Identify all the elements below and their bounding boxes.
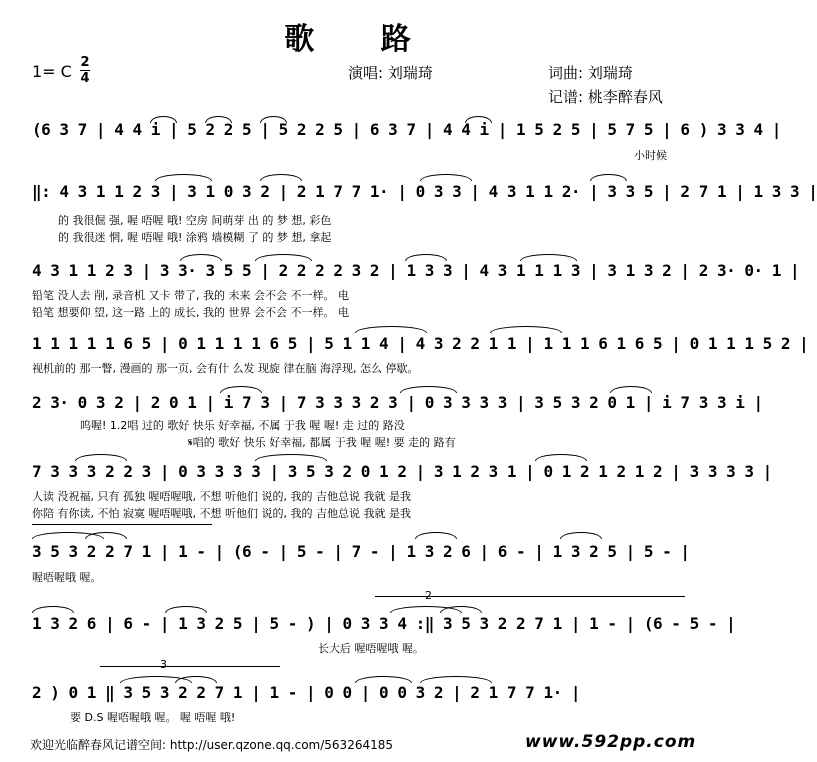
lyric-row-3b: 铅笔 想要仰 望, 这一路 上的 成长, 我的 世界 会不会 不一样。 电 [32,306,349,319]
key-signature: 1= C [32,62,72,81]
lyric-row-9: 要 D.S 喔唔喔哦 喔。 喔 唔喔 哦! [70,711,236,724]
lyric-row-4: 视机前的 那一瞥, 漫画的 那一页, 会有什 么发 现旋 律在脑 海浮现, 怎么 停歇。 [32,362,419,375]
time-signature [80,56,90,85]
volta-bracket-2 [375,596,685,597]
composer-credit: 词曲: 刘瑞琦 [548,64,633,82]
score-row-4: 1 1 1 1 1 6 5 | 0 1 1 1 1 6 5 | 5 1 1 4 | 4 3 2 2 1 1 | 1 1 1 6 1 6 5 | 0 1 1 1 5 2 | [32,334,809,353]
lyric-row-7: 喔唔喔哦 喔。 [32,571,102,584]
lyric-row-6b: 你陪 有你读, 不怕 寂寞 喔唔喔哦, 不想 听他们 说的, 我的 吉他总说 我就 是我 [32,507,411,520]
lyric-row-1: 小时候 [634,149,667,162]
score-row-8: 1 3 2 6 | 6 - | 1 3 2 5 | 5 - ) | 0 3 3 4 :‖ 3 5 3 2 2 7 1 | 1 - | (6 - 5 - | [32,614,736,633]
time-signature-top: 2 [80,55,90,70]
score-row-2: ‖: 4 3 1 1 2 3 | 3 1 0 3 2 | 2 1 7 7 1· | 0 3 3 | 4 3 1 1 2· | 3 3 5 | 2 7 1 | 1 3 3 | [32,182,817,201]
volta-bracket-3 [100,666,280,667]
time-signature-bottom: 4 [80,71,90,86]
score-row-7: 3 5 3 2 2 7 1 | 1 - | (6 - | 5 - | 7 - | 1 3 2 6 | 6 - | 1 3 2 5 | 5 - | [32,542,690,561]
lyric-row-5a: 呜喔! 1.2唱 过的 歌好 快乐 好幸福, 不属 于我 喔 喔! 走 过的 路没 [80,419,405,432]
lyric-row-2a: 的 我很倔 强, 喔 唔喔 哦! 空房 间萌芽 出 的 梦 想, 彩色 [58,214,332,227]
song-title: 歌 路 [284,22,439,57]
score-row-1: (6 3 7 | 4 4 i | 5 2 2 5 | 5 2 2 5 | 6 3 7 | 4 4 i | 1 5 2 5 | 5 7 5 | 6 ) 3 3 4 | [32,120,781,139]
score-row-9: 2 ) 0 1 ‖ 3 5 3 2 2 7 1 | 1 - | 0 0 | 0 0 3 2 | 2 1 7 7 1· | [32,683,580,702]
lyric-row-5b: 𝄋唱的 歌好 快乐 好幸福, 都属 于我 喔 喔! 要 走的 路有 [188,436,456,449]
lyric-row-8: 长大后 喔唔喔哦 喔。 [318,642,424,655]
score-row-5: 2 3· 0 3 2 | 2 0 1 | i 7 3 | 7 3 3 3 2 3 | 0 3 3 3 3 | 3 5 3 2 0 1 | i 7 3 3 i | [32,393,763,412]
lyric-row-3a: 铅笔 没人去 削, 录音机 又卡 带了, 我的 未来 会不会 不一样。 电 [32,289,349,302]
singer-credit: 演唱: 刘瑞琦 [348,64,433,82]
volta-3-label: 3 [160,658,167,671]
lyric-row-2b: 的 我很迷 惘, 喔 唔喔 哦! 涂鸦 墙模糊 了 的 梦 想, 拿起 [58,231,332,244]
lyric-row-6a: 人读 没祝福, 只有 孤独 喔唔喔哦, 不想 听他们 说的, 我的 吉他总说 我就 是我 [32,490,411,503]
score-row-3: 4 3 1 1 2 3 | 3 3· 3 5 5 | 2 2 2 2 3 2 | 1 3 3 | 4 3 1 1 1 3 | 3 1 3 2 | 2 3· 0· 1 | [32,261,800,280]
site-watermark: www.592pp.com [525,732,697,752]
footer-visit-text: 欢迎光临醉春风记谱空间: http://user.qzone.qq.com/563264185 [30,738,394,752]
score-row-6: 7 3 3 3 2 2 3 | 0 3 3 3 3 | 3 5 3 2 0 1 2 | 3 1 2 3 1 | 0 1 2 1 2 1 2 | 3 3 3 3 | [32,462,772,481]
volta-2-label: 2 [425,589,432,602]
transcriber-credit: 记谱: 桃李醉春风 [548,88,663,106]
volta-bracket-1 [32,524,212,525]
